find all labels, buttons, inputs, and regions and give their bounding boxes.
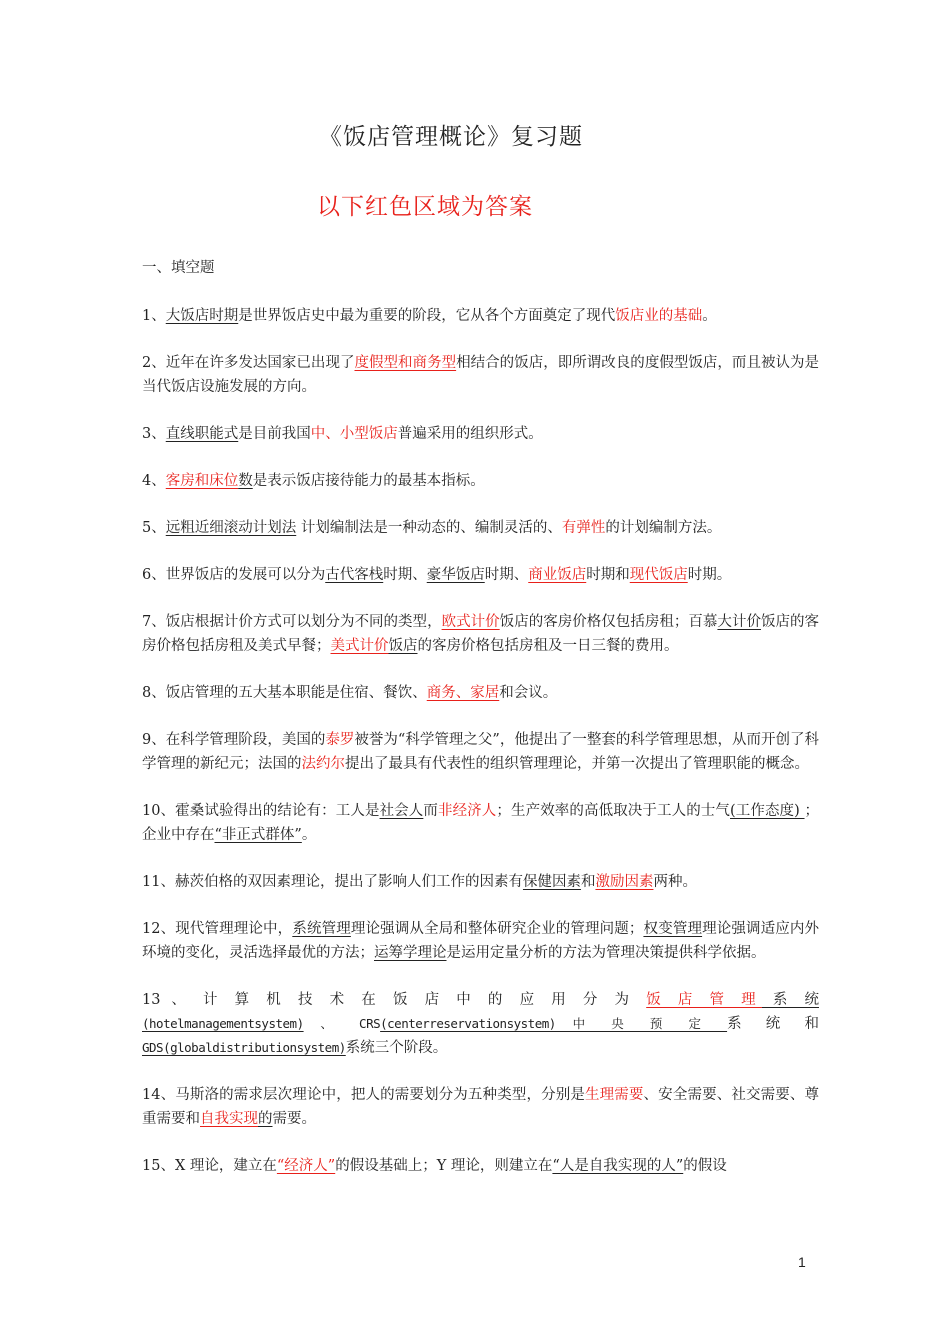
question-text: 的计划编制方法。 xyxy=(605,520,722,536)
answer-text: 商务、家居 xyxy=(426,685,500,701)
question-text: 现代管理理论中， xyxy=(175,921,293,937)
page-number: 1 xyxy=(798,1254,806,1270)
question-text: 系 统 xyxy=(761,992,819,1008)
question-text: 的假设基础上；Y 理论，则建立在 xyxy=(335,1158,553,1174)
question-text: 的 xyxy=(258,1111,273,1127)
question-text: 、安全需要、社交需要、尊重需要和 xyxy=(142,1087,820,1127)
question-text: 大计价 xyxy=(717,614,761,630)
question-text: GDS(globaldistributionsystem) xyxy=(142,1040,346,1055)
question-text: 运筹学理论 xyxy=(374,945,447,961)
question-text: 和 xyxy=(580,874,596,890)
question-11 xyxy=(142,870,819,894)
question-text: 系 统 和 xyxy=(727,1016,819,1032)
question-text: 计划编制法是一种动态的、编制灵活的、 xyxy=(296,520,562,536)
question-2 xyxy=(142,351,819,399)
question-text: 远粗近细滚动计划法 xyxy=(165,520,297,536)
question-text: 时期和 xyxy=(586,567,630,583)
answer-text: 有弹性 xyxy=(561,520,606,536)
question-7 xyxy=(142,610,819,658)
question-text: 15、 xyxy=(142,1158,175,1174)
question-text: (工作态度) xyxy=(730,803,805,819)
question-text: 相结合的饭店，即所谓改良的度假型饭店，而且被认为是当代饭店设施发展的方向。 xyxy=(142,355,820,395)
q13-line-1 xyxy=(142,988,819,1012)
question-4 xyxy=(142,469,819,493)
question-3 xyxy=(142,422,819,446)
answer-text: 饭 店 管 理 xyxy=(646,992,762,1008)
question-text: 近年在许多发达国家已出现了 xyxy=(165,355,355,371)
question-text: 被誉为“科学管理之父”，他提出了一整套的科学管理思想，从而开创了科学管理的新纪元；法国的 xyxy=(142,732,820,772)
answer-note: 以下红色区域为答案 xyxy=(317,194,533,220)
question-8 xyxy=(142,681,819,705)
question-text: 14、 xyxy=(142,1087,176,1103)
question-text: 、 CRS xyxy=(303,1016,381,1031)
question-text: 12、 xyxy=(142,921,176,937)
question-text: 而 xyxy=(423,803,438,819)
question-text: 的假设 xyxy=(683,1158,727,1174)
question-text: 社会人 xyxy=(379,803,424,819)
question-text: 6、 xyxy=(142,567,166,583)
question-text: 的客房价格包括房租及一日三餐的费用。 xyxy=(417,638,679,654)
question-text: 提出了最具有代表性的组织管理理论，并第一次提出了管理职能的概念。 xyxy=(345,756,809,772)
question-text: 1、 xyxy=(142,308,166,324)
question-text: 豪华饭店 xyxy=(426,567,485,583)
question-10 xyxy=(142,799,819,847)
answer-text: 饭店业的基础 xyxy=(615,308,703,324)
question-text: 时期、 xyxy=(383,567,427,583)
question-text: 4、 xyxy=(142,473,166,489)
answer-text: 客房和床位 xyxy=(165,473,239,489)
question-5 xyxy=(142,516,819,540)
question-text: 8、 xyxy=(142,685,166,701)
question-1 xyxy=(142,304,819,328)
q13-line-3 xyxy=(142,1036,819,1060)
question-text: 时期、 xyxy=(484,567,529,583)
answer-text: 自我实现 xyxy=(200,1111,258,1127)
answer-text: 生理需要 xyxy=(585,1087,644,1103)
answer-text: 激励因素 xyxy=(595,874,654,890)
question-text: 时期。 xyxy=(687,567,732,583)
question-text: 饭店的客房价格仅包括房租；百慕 xyxy=(499,614,718,630)
question-text: ；企业中存在 xyxy=(142,803,820,843)
question-text: 古代客栈 xyxy=(325,567,384,583)
question-text: 是表示饭店接待能力的最基本指标。 xyxy=(252,473,485,489)
answer-text: “经济人” xyxy=(276,1158,336,1174)
answer-text: 商业饭店 xyxy=(528,567,587,583)
question-6 xyxy=(142,563,819,587)
question-14 xyxy=(142,1083,819,1131)
question-text: 10、 xyxy=(142,803,176,819)
question-text: 直线职能式 xyxy=(165,426,239,442)
question-text: 饭店 xyxy=(388,638,418,654)
question-text: 在科学管理阶段，美国的 xyxy=(165,732,326,748)
question-list xyxy=(142,256,819,1201)
question-text: 两种。 xyxy=(653,874,697,890)
question-text: “人是自我实现的人” xyxy=(552,1158,684,1174)
question-text: 11、 xyxy=(142,874,175,890)
question-text: 9、 xyxy=(142,732,166,748)
question-text: 饭店根据计价方式可以划分为不同的类型， xyxy=(165,614,442,630)
answer-text: 美式计价 xyxy=(330,638,389,654)
question-text: 系统管理 xyxy=(292,921,351,937)
question-text: 系统三个阶段。 xyxy=(345,1040,448,1056)
question-12 xyxy=(142,917,819,965)
question-text: 权变管理 xyxy=(643,921,703,937)
question-text: 世界饭店的发展可以分为 xyxy=(165,567,326,583)
question-text: 需要。 xyxy=(272,1111,316,1127)
question-text: 大饭店时期 xyxy=(165,308,239,324)
question-text: 。 xyxy=(702,308,717,324)
question-text: 普遍采用的组织形式。 xyxy=(397,426,543,442)
question-text: (centerreservationsystem) 中 央 预 定 xyxy=(380,1016,728,1031)
question-text: 数 xyxy=(238,473,253,489)
question-text: 理论强调适应内外环境的变化，灵活选择最优的方法； xyxy=(142,921,820,961)
question-text: 马斯洛的需求层次理论中，把人的需要划分为五种类型，分别是 xyxy=(175,1087,585,1103)
question-text: 5、 xyxy=(142,520,166,536)
question-text: (hotelmanagementsystem) xyxy=(142,1016,304,1031)
question-text: 饭店的客房价格包括房租及美式早餐； xyxy=(142,614,820,654)
q13-line-2 xyxy=(142,1012,819,1036)
section-heading: 一、填空题 xyxy=(142,260,215,276)
question-text: 13 、 计 算 机 技 术 在 饭 店 中 的 应 用 分 为 xyxy=(142,992,647,1008)
question-text: 是运用定量分析的方法为管理决策提供科学依据。 xyxy=(446,945,766,961)
answer-text: 度假型和商务型 xyxy=(354,355,457,371)
question-text: 保健因素 xyxy=(522,874,581,890)
question-text: 2、 xyxy=(142,355,166,371)
question-text: 和会议。 xyxy=(499,685,558,701)
question-text: 饭店管理的五大基本职能是住宿、餐饮、 xyxy=(165,685,427,701)
document-title: 《饭店管理概论》复习题 xyxy=(319,124,583,150)
answer-text: 法约尔 xyxy=(301,756,345,772)
question-text: 。 xyxy=(301,827,317,843)
question-text: 7、 xyxy=(142,614,166,630)
answer-text: 欧式计价 xyxy=(441,614,500,630)
question-text: X 理论，建立在 xyxy=(174,1158,277,1174)
answer-text: 中、小型饭店 xyxy=(310,426,398,442)
question-text: 霍桑试验得出的结论有：工人是 xyxy=(175,803,380,819)
answer-text: 非经济人 xyxy=(437,803,497,819)
answer-text: 现代饭店 xyxy=(629,567,688,583)
question-text: 理论强调从全局和整体研究企业的管理问题； xyxy=(350,921,644,937)
question-15 xyxy=(142,1154,819,1178)
question-9 xyxy=(142,728,819,776)
question-text: “非正式群体” xyxy=(214,827,302,843)
answer-text: 泰罗 xyxy=(325,732,355,748)
question-text: 3、 xyxy=(142,426,166,442)
question-text: 是目前我国 xyxy=(238,426,311,442)
question-text: 赫茨伯格的双因素理论，提出了影响人们工作的因素有 xyxy=(174,874,523,890)
question-13 xyxy=(142,988,819,1060)
question-text: 是世界饭店史中最为重要的阶段，它从各个方面奠定了现代 xyxy=(238,308,616,324)
question-text: ；生产效率的高低取决于工人的士气 xyxy=(496,803,730,819)
